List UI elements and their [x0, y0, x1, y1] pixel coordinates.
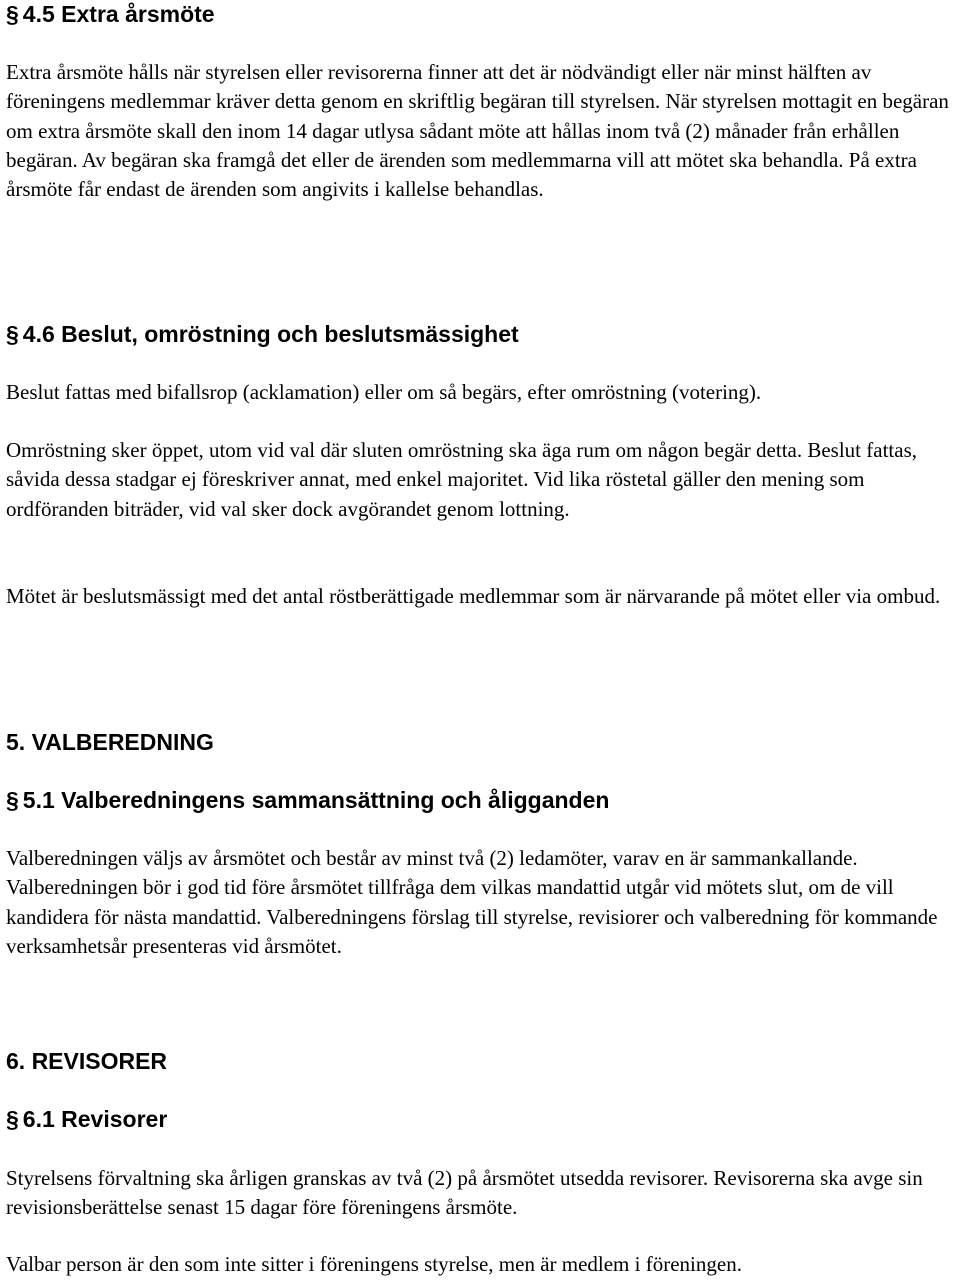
section-title: 5.1 Valberedningens sammansättning och åligganden [22, 787, 610, 813]
section-title: 4.6 Beslut, omröstning och beslutsmässighet [22, 321, 519, 347]
section-paragraph: Mötet är beslutsmässigt med det antal röstberättigade medlemmar som är närvarande på mötet eller via ombud. [6, 584, 941, 608]
section-paragraph: Valberedningen väljs av årsmötet och består av minst två (2) ledamöter, varav en är sammankallande. Valberedningen bör i god tid före årsmötet tillfråga dem vilkas mandattid utgår vid mötets slut, om de vill kandidera för nästa mandattid. Valberedningens förslag till styrelse, revisiorer och valberedning för kommande verksamhetsår presenteras vid årsmötet. [6, 846, 938, 958]
chapter-heading-5 [6, 728, 214, 756]
section-sign: § [6, 1106, 19, 1132]
section-heading-6-1 [6, 1105, 167, 1133]
section-heading-5-1 [6, 786, 609, 814]
chapter-title: 6. REVISORER [6, 1048, 168, 1074]
section-heading-4-5 [6, 0, 215, 28]
section-sign: § [6, 321, 19, 347]
chapter-title: 5. VALBEREDNING [6, 729, 214, 755]
section-heading-4-6 [6, 320, 519, 348]
section-paragraph: Beslut fattas med bifallsrop (acklamation) eller om så begärs, efter omröstning (votering). [6, 380, 762, 404]
section-paragraph: Valbar person är den som inte sitter i föreningens styrelse, men är medlem i föreningen. [6, 1252, 742, 1276]
section-title: 6.1 Revisorer [22, 1106, 168, 1132]
section-paragraph: Omröstning sker öppet, utom vid val där sluten omröstning ska äga rum om någon begär detta. Beslut fattas, såvida dessa stadgar ej föreskriver annat, med enkel majoritet. Vid lika röstetal gäller den mening som ordföranden biträder, vid val sker dock avgörandet genom lottning. [6, 438, 917, 521]
section-title: 4.5 Extra årsmöte [22, 1, 215, 27]
section-paragraph: Styrelsens förvaltning ska årligen granskas av två (2) på årsmötet utsedda revisorer. Revisorerna ska avge sin revisionsberättelse senast 15 dagar före föreningens årsmöte. [6, 1166, 923, 1220]
section-paragraph: Extra årsmöte hålls när styrelsen eller revisorerna finner att det är nödvändigt eller när minst hälften av föreningens medlemmar kräver detta genom en skriftlig begäran till styrelsen. När styrelsen mottagit en begäran om extra årsmöte skall den inom 14 dagar utlysa sådant möte att hållas inom två (2) månader från erhållen begäran. Av begäran ska framgå det eller de ärenden som medlemmarna vill att mötet ska behandla. På extra årsmöte får endast de ärenden som angivits i kallelse behandlas. [6, 60, 949, 202]
section-sign: § [6, 1, 19, 27]
section-sign: § [6, 787, 19, 813]
chapter-heading-6 [6, 1047, 167, 1075]
